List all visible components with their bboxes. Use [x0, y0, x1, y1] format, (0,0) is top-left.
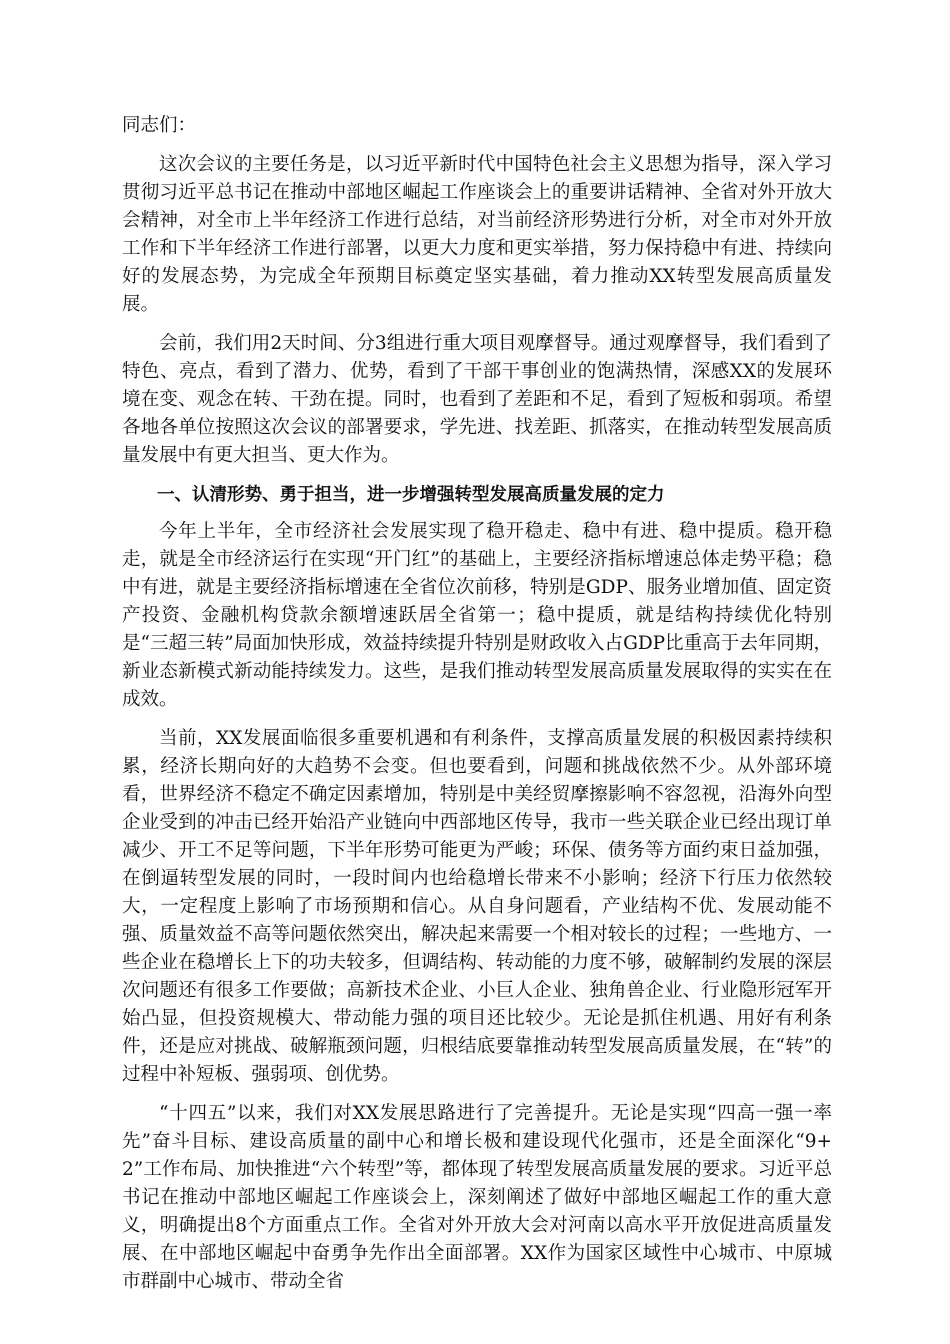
section-heading-1: 一、认清形势、勇于担当，进一步增强转型发展高质量发展的定力 [157, 485, 665, 505]
section1-paragraph-3: “十四五”以来，我们对XX发展思路进行了完善提升。无论是实现“四高一强一率先”奋斗目标、建设高质量的副中心和增长极和建设现代化强市，还是全面深化“9+2”工作布局、加快推进“六个转型”等，都体现了转型发展高质量发展的要求。习近平总书记在推动中部地区崛起工作座谈会上，深刻阐述了做好中部地区崛起工作的重大意义，明确提出8个方面重点工作。全省对外开放大会对河南以高水平开放促进高质量发展、在中部地区崛起中奋勇争先作出全面部署。XX作为国家区域性中心城市、中原城市群副中心城市、带动全省 [122, 1103, 832, 1292]
intro-paragraph-1: 这次会议的主要任务是，以习近平新时代中国特色社会主义思想为指导，深入学习贯彻习近平总书记在推动中部地区崛起工作座谈会上的重要讲话精神、全省对外开放大会精神，对全市上半年经济工作进行总结，对当前经济形势进行分析，对全市对外开放工作和下半年经济工作进行部署，以更大力度和更实举措，努力保持稳中有进、持续向好的发展态势，为完成全年预期目标奠定坚实基础，着力推动XX转型发展高质量发展。 [122, 154, 832, 315]
intro-paragraph-2: 会前，我们用2天时间、分3组进行重大项目观摩督导。通过观摩督导，我们看到了特色、亮点，看到了潜力、优势，看到了干部干事创业的饱满热情，深感XX的发展环境在变、观念在转、干劲在提。同时，也看到了差距和不足，看到了短板和弱项。希望各地各单位按照这次会议的部署要求，学先进、找差距、抓落实，在推动转型发展高质量发展中有更大担当、更大作为。 [122, 333, 832, 466]
document-page [122, 112, 832, 1307]
section1-paragraph-2: 当前，XX发展面临很多重要机遇和有利条件，支撑高质量发展的积极因素持续积累，经济长期向好的大趋势不会变。但也要看到，问题和挑战依然不少。从外部环境看，世界经济不稳定不确定因素增加，特别是中美经贸摩擦影响不容忽视，沿海外向型企业受到的冲击已经开始沿产业链向中西部地区传导，我市一些关联企业已经出现订单减少、开工不足等问题，下半年形势可能更为严峻；环保、债务等方面约束日益加强，在倒逼转型发展的同时，一段时间内也给稳增长带来不小影响；经济下行压力依然较大，一定程度上影响了市场预期和信心。从自身问题看，产业结构不优、发展动能不强、质量效益不高等问题依然突出，解决起来需要一个相对较长的过程；一些地方、一些企业在稳增长上下的功夫较多，但调结构、转动能的力度不够，破解制约发展的深层次问题还有很多工作要做；高新技术企业、小巨人企业、独角兽企业、行业隐形冠军开始凸显，但投资规模大、带动能力强的项目还比较少。无论是抓住机遇、用好有利条件，还是应对挑战、破解瓶颈问题，归根结底要靠推动转型发展高质量发展，在“转”的过程中补短板、强弱项、创优势。 [122, 728, 832, 1085]
salutation: 同志们： [122, 115, 197, 136]
section1-paragraph-1: 今年上半年，全市经济社会发展实现了稳开稳走、稳中有进、稳中提质。稳开稳走，就是全市经济运行在实现“开门红”的基础上，主要经济指标增速总体走势平稳；稳中有进，就是主要经济指标增速在全省位次前移，特别是GDP、服务业增加值、固定资产投资、金融机构贷款余额增速跃居全省第一；稳中提质，就是结构持续优化特别是“三超三转”局面加快形成，效益持续提升特别是财政收入占GDP比重高于去年同期，新业态新模式新动能持续发力。这些，是我们推动转型发展高质量发展取得的实实在在成效。 [122, 521, 832, 710]
